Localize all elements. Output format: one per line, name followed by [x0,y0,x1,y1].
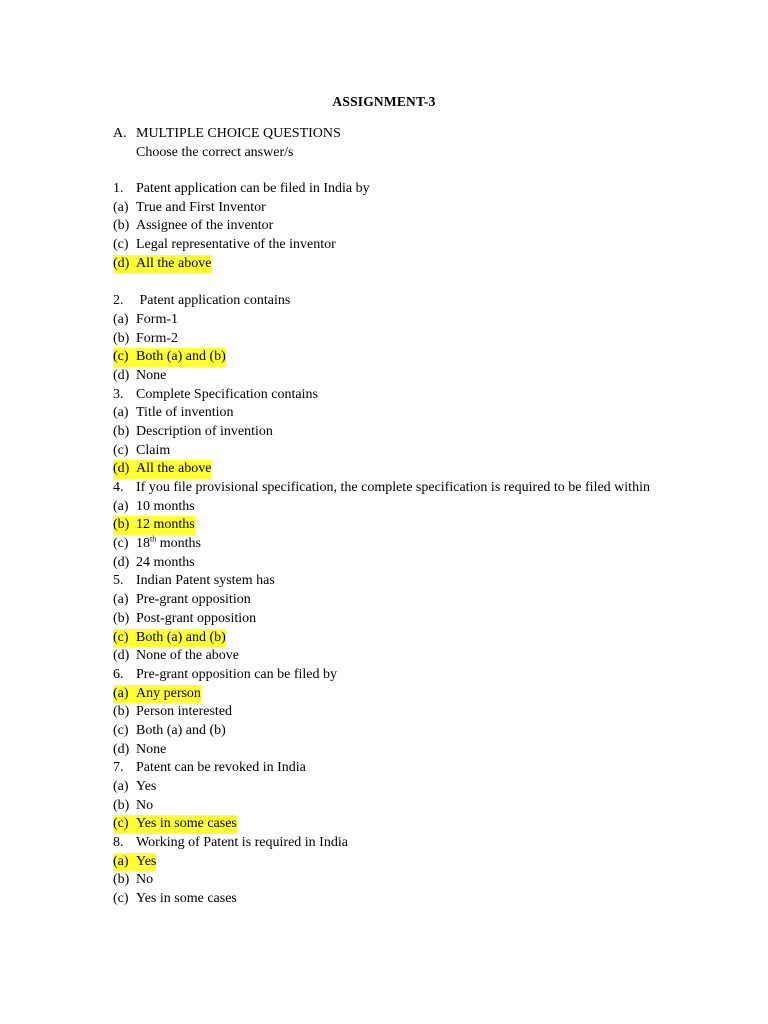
highlighted-answer [113,516,195,535]
option-marker: (b) [113,704,130,720]
line-content [113,666,337,685]
line-content [113,404,234,423]
question-line [113,834,753,853]
highlighted-answer [113,685,201,704]
line-content [113,554,195,573]
option-marker: (a) [113,405,129,421]
line-content [113,292,290,311]
option-text-continued: months [156,536,201,552]
option-text: Pre-grant opposition [136,592,251,608]
option-marker: (c) [113,629,129,645]
line-content [113,199,266,218]
option-line [113,442,753,461]
question-line [113,292,753,311]
option-line [113,815,753,834]
line-content [113,217,273,236]
line-content [113,647,239,666]
option-text: 12 months [136,517,195,533]
option-marker: (a) [113,853,129,869]
question-text: Patent can be revoked in India [136,760,306,776]
option-text: Both (a) and (b) [136,629,226,645]
highlighted-answer [113,255,211,274]
option-line [113,330,753,349]
option-line [113,871,753,890]
option-marker: (b) [113,218,130,234]
option-line [113,255,753,274]
option-text: Yes in some cases [136,891,237,907]
question-text: Pre-grant opposition can be filed by [136,666,338,682]
option-line [113,199,753,218]
option-text: Assignee of the inventor [136,218,274,234]
option-line [113,498,753,517]
line-content [113,572,275,591]
option-line [113,647,753,666]
option-line [113,535,753,554]
question-number: 8. [113,835,124,851]
option-marker: (a) [113,592,129,608]
line-content [113,834,348,853]
highlighted-answer [113,853,156,872]
option-marker: (b) [113,423,130,439]
option-marker: (a) [113,199,129,215]
question-number: 4. [113,480,124,495]
option-line [113,236,753,255]
option-line [113,423,753,442]
option-line [113,311,753,330]
option-marker: (b) [113,797,130,813]
option-marker: (c) [113,722,129,738]
option-line [113,741,753,760]
question-number: 5. [113,573,124,589]
question-text: Patent application contains [136,293,291,309]
option-line [113,554,753,573]
question-number: 7. [113,760,124,776]
section-marker: A. [113,126,127,141]
option-marker: (d) [113,255,130,271]
question-text: Complete Specification contains [136,386,318,402]
line-content [113,330,178,349]
question-text: If you file provisional specification, the complete specification is required to be filed within [136,480,650,495]
line-content [113,871,153,890]
question-text: Working of Patent is required in India [136,835,348,851]
option-marker: (b) [113,610,130,626]
line-content [113,367,166,386]
section-instruction: Choose the correct answer/s [136,145,294,160]
question-number: 6. [113,666,124,682]
option-text: No [136,872,154,888]
line-content [113,236,336,255]
ordinal-suffix: th [150,534,157,544]
option-text: Claim [136,442,171,458]
option-marker: (d) [113,648,130,664]
question-line [113,386,753,405]
option-text: Person interested [136,704,233,720]
option-line [113,591,753,610]
option-marker: (b) [113,330,130,346]
option-text: 10 months [136,498,195,514]
option-text: Both (a) and (b) [136,349,226,365]
line-content [113,423,273,442]
option-text: Form-1 [136,311,178,327]
highlighted-answer [113,815,237,834]
option-line [113,367,753,386]
section-heading [113,124,341,143]
option-text: Both (a) and (b) [136,722,226,738]
option-line [113,629,753,648]
question-text: Indian Patent system has [136,573,275,589]
question-number: 3. [113,386,124,402]
option-text: None [136,367,167,383]
question-list [113,180,753,909]
option-line [113,703,753,722]
option-marker: (c) [113,536,129,552]
option-marker: (c) [113,237,129,253]
option-text: Any person [136,685,201,701]
highlighted-answer [113,460,211,479]
line-content [113,479,650,498]
option-marker: (b) [113,872,130,888]
question-line [113,572,753,591]
line-content [113,386,318,405]
option-text: 18 [136,536,150,552]
option-marker: (a) [113,311,129,327]
option-marker: (d) [113,367,130,383]
blank-line [113,273,753,292]
line-content [113,610,256,629]
option-line [113,460,753,479]
option-text: 24 months [136,554,195,570]
option-marker: (a) [113,498,129,514]
line-content [113,890,237,909]
line-content [113,797,153,816]
option-line [113,797,753,816]
line-content [113,498,195,517]
question-line [113,759,753,778]
option-line [113,610,753,629]
line-content [113,591,251,610]
option-text: Legal representative of the inventor [136,237,336,253]
question-line [113,479,753,498]
option-marker: (d) [113,461,130,477]
option-text: All the above [136,255,212,271]
option-text: True and First Inventor [136,199,266,215]
option-marker: (a) [113,779,129,794]
line-content [113,703,232,722]
section-title: MULTIPLE CHOICE QUESTIONS [136,126,341,141]
option-marker: (b) [113,517,130,533]
option-text: Title of invention [136,405,234,421]
option-text: Yes in some cases [136,816,237,832]
option-text: None [136,741,167,757]
line-content [113,535,201,554]
option-text: Description of invention [136,423,273,439]
line-content [113,180,370,199]
option-marker: (d) [113,554,130,570]
section-header [113,124,341,162]
line-content [113,778,156,797]
option-text: Yes [136,779,157,794]
question-text: Patent application can be filed in India by [136,181,370,196]
option-line [113,685,753,704]
highlighted-answer [113,348,226,367]
question-line [113,180,753,199]
line-content [113,759,306,778]
option-line [113,778,753,797]
option-line [113,890,753,909]
option-line [113,348,753,367]
option-text: Post-grant opposition [136,610,257,626]
option-text: All the above [136,461,212,477]
option-text: No [136,797,154,813]
option-marker: (a) [113,685,129,701]
option-line [113,853,753,872]
page-title: ASSIGNMENT-3 [332,94,436,109]
option-marker: (c) [113,349,129,365]
option-text: None of the above [136,648,240,664]
line-content [113,722,226,741]
option-marker: (c) [113,442,129,458]
question-number: 2. [113,293,124,309]
line-content [113,741,166,760]
question-line [113,666,753,685]
option-text: Form-2 [136,330,178,346]
option-line [113,516,753,535]
option-marker: (c) [113,816,129,832]
option-line [113,404,753,423]
line-content [113,311,178,330]
option-line [113,217,753,236]
option-marker: (c) [113,891,129,907]
option-marker: (d) [113,741,130,757]
line-content [113,442,170,461]
question-number: 1. [113,181,124,196]
option-text: Yes [136,853,157,869]
highlighted-answer [113,629,226,648]
option-line [113,722,753,741]
